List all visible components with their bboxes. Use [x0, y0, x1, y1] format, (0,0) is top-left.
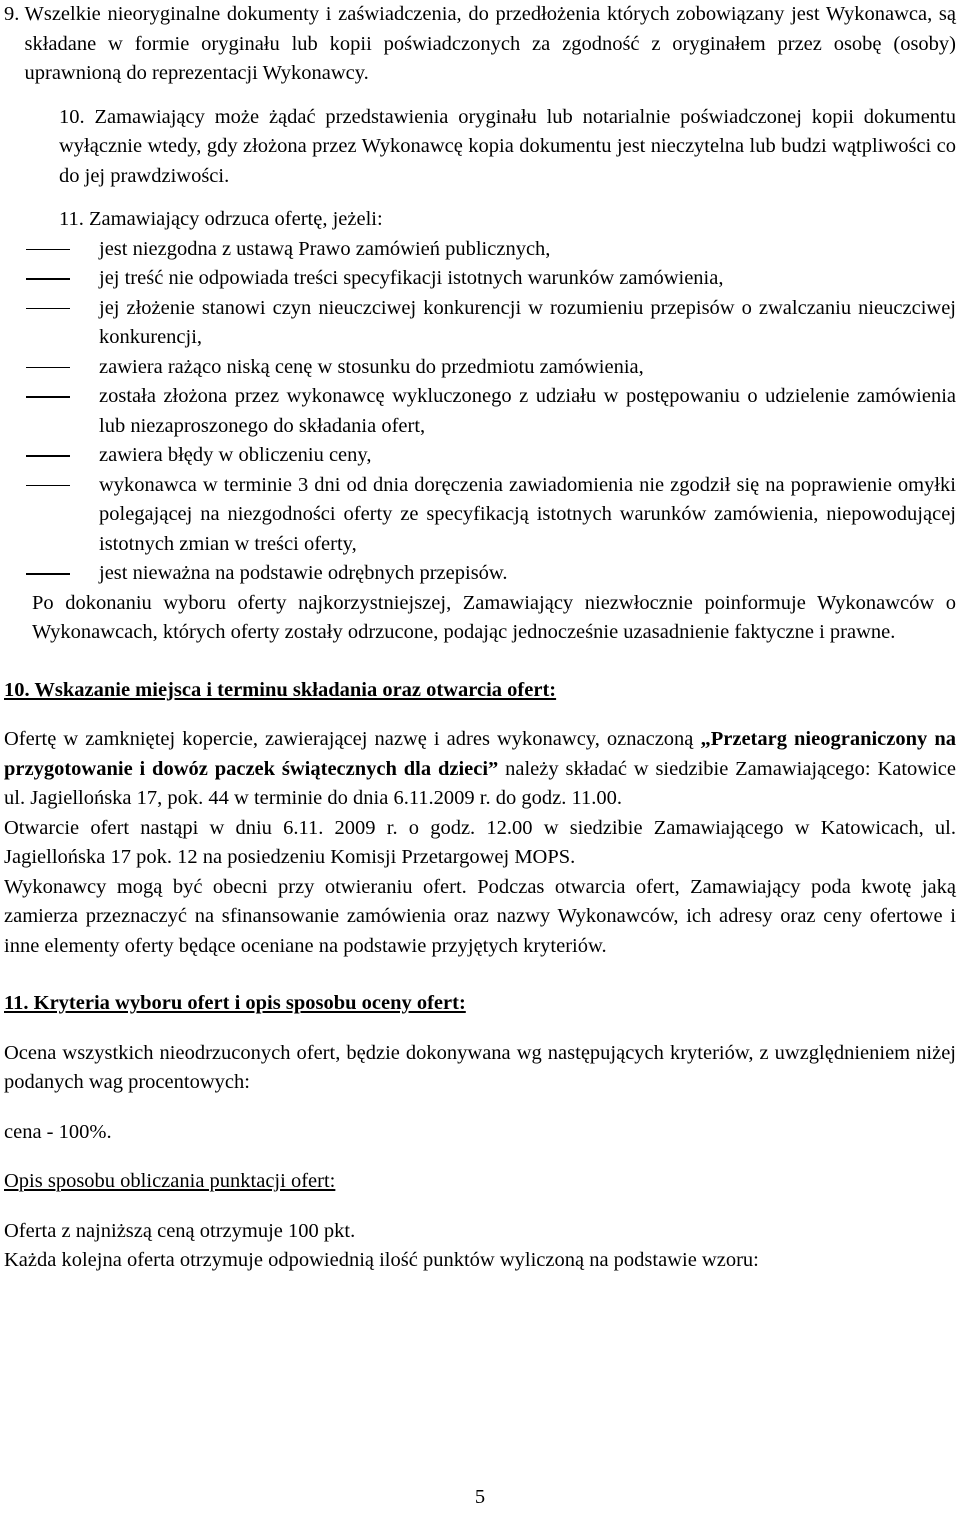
tender-title: „Przetarg nieograniczony na przygotowanie i dowóz paczek świątecznych dla dzieci”	[4, 728, 956, 780]
list-item	[4, 353, 956, 383]
text-run: Ofertę w zamkniętej kopercie, zawierającej nazwę i adres wykonawcy, oznaczoną	[4, 728, 701, 750]
list-item	[4, 382, 956, 441]
dash-bullet	[4, 471, 99, 472]
item-body: Zamawiający może żądać przedstawienia oryginału lub notarialnie poświadczonej kopii dokumentu wyłącznie wtedy, gdy złożona przez Wykonawcę kopia dokumentu jest nieczytelna lub budzi wątpliwości co do jej prawdziwości.	[59, 105, 956, 187]
opening-details-paragraph: Wykonawcy mogą być obecni przy otwieraniu ofert. Podczas otwarcia ofert, Zamawiający poda kwotę jaką zamierza przeznaczyć na sfinansowanie zamówienia oraz nazwy Wykonawców, ich adresy oraz ceny ofertowe i inne elementy oferty będące oceniane na podstawie przyjętych kryteriów.	[4, 875, 956, 957]
bullet-text: zawiera błędy w obliczeniu ceny,	[99, 444, 372, 466]
bullet-text: jej złożenie stanowi czyn nieuczciwej konkurencji w rozumieniu przepisów o zwalczaniu nieuczciwej konkurencji,	[99, 296, 956, 348]
list-item	[4, 235, 956, 265]
list-item	[4, 471, 956, 560]
item-number: 10.	[59, 105, 95, 128]
rejection-notice-paragraph: Po dokonaniu wyboru oferty najkorzystniejszej, Zamawiający niezwłocznie poinformuje Wykonawców o Wykonawcach, których oferty zostały odrzucone, podając jednocześnie uzasadnienie faktyczne i prawne.	[32, 591, 956, 643]
bullet-text: jest nieważna na podstawie odrębnych przepisów.	[99, 562, 508, 584]
list-item	[4, 264, 956, 294]
bullet-text: jest niezgodna z ustawą Prawo zamówień publicznych,	[99, 237, 551, 260]
item-text: Wszelkie nieoryginalne dokumenty i zaświadczenia, do przedłożenia których zobowiązany jest Wykonawca, są składane w formie oryginału lub kopii poświadczonych za zgodność z oryginałem przez osobę (osoby) uprawnioną do reprezentacji Wykonawcy.	[24, 3, 956, 84]
price-weight: cena - 100%.	[4, 1120, 112, 1143]
dash-bullet	[4, 441, 99, 442]
dash-bullet	[4, 264, 99, 265]
formula-intro-paragraph: Każda kolejna oferta otrzymuje odpowiednią ilość punktów wyliczoną na podstawie wzoru:	[4, 1249, 759, 1271]
item-intro: Zamawiający odrzuca ofertę, jeżeli:	[89, 208, 383, 230]
document-page	[4, 0, 956, 1276]
bullet-text: została złożona przez wykonawcę wykluczonego z udziału w postępowaniu o udzielenie zamówienia lub niezaproszonego do składania ofert,	[99, 385, 956, 437]
bullet-text: zawiera rażąco niską cenę w stosunku do przedmiotu zamówienia,	[99, 355, 644, 378]
item-number: 9.	[4, 3, 25, 25]
list-item	[4, 441, 956, 471]
list-item-10	[59, 103, 956, 192]
dash-bullet	[4, 353, 99, 354]
rejection-reasons-list	[4, 235, 956, 589]
list-item	[4, 559, 956, 589]
list-item	[4, 294, 956, 353]
item-number: 11.	[59, 208, 89, 230]
opening-paragraph: Otwarcie ofert nastąpi w dniu 6.11. 2009 r. o godz. 12.00 w siedzibie Zamawiającego w Katowicach, ul. Jagiellońska 17 pok. 12 na posiedzeniu Komisji Przetargowej MOPS.	[4, 816, 956, 868]
item-text	[59, 205, 956, 235]
dash-bullet	[4, 559, 99, 560]
list-item-11	[59, 205, 956, 235]
bullet-text: jej treść nie odpowiada treści specyfikacji istotnych warunków zamówienia,	[99, 267, 724, 289]
criteria-paragraph: Ocena wszystkich nieodrzuconych ofert, będzie dokonywana wg następujących kryteriów, z uwzględnieniem niżej podanych wag procentowych:	[4, 1041, 956, 1093]
list-item-9	[4, 0, 956, 89]
section-10-heading: 10. Wskazanie miejsca i terminu składania oraz otwarcia ofert:	[4, 678, 557, 701]
dash-bullet	[4, 235, 99, 236]
lowest-price-paragraph: Oferta z najniższą ceną otrzymuje 100 pkt.	[4, 1219, 356, 1242]
list-item-10-block	[4, 103, 956, 235]
section-11-heading: 11. Kryteria wyboru ofert i opis sposobu oceny ofert:	[4, 992, 466, 1014]
page-number: 5	[474, 1486, 486, 1508]
text-run: należy składać w siedzibie Zamawiającego: Katowice ul. Jagiellońska 17, pok. 44 w terminie do dnia 6.11.2009 r. do godz. 11.00.	[4, 757, 956, 809]
dash-bullet	[4, 382, 99, 383]
item-text	[59, 103, 956, 192]
dash-bullet	[4, 294, 99, 295]
scoring-subheading: Opis sposobu obliczania punktacji ofert:	[4, 1170, 336, 1192]
submission-paragraph	[4, 725, 956, 814]
bullet-text: wykonawca w terminie 3 dni od dnia doręczenia zawiadomienia nie zgodził się na poprawienie omyłki polegającej na niezgodności oferty ze specyfikacją istotnych warunków zamówienia, niepowodującej istotnych zmian w treści oferty,	[99, 473, 956, 555]
